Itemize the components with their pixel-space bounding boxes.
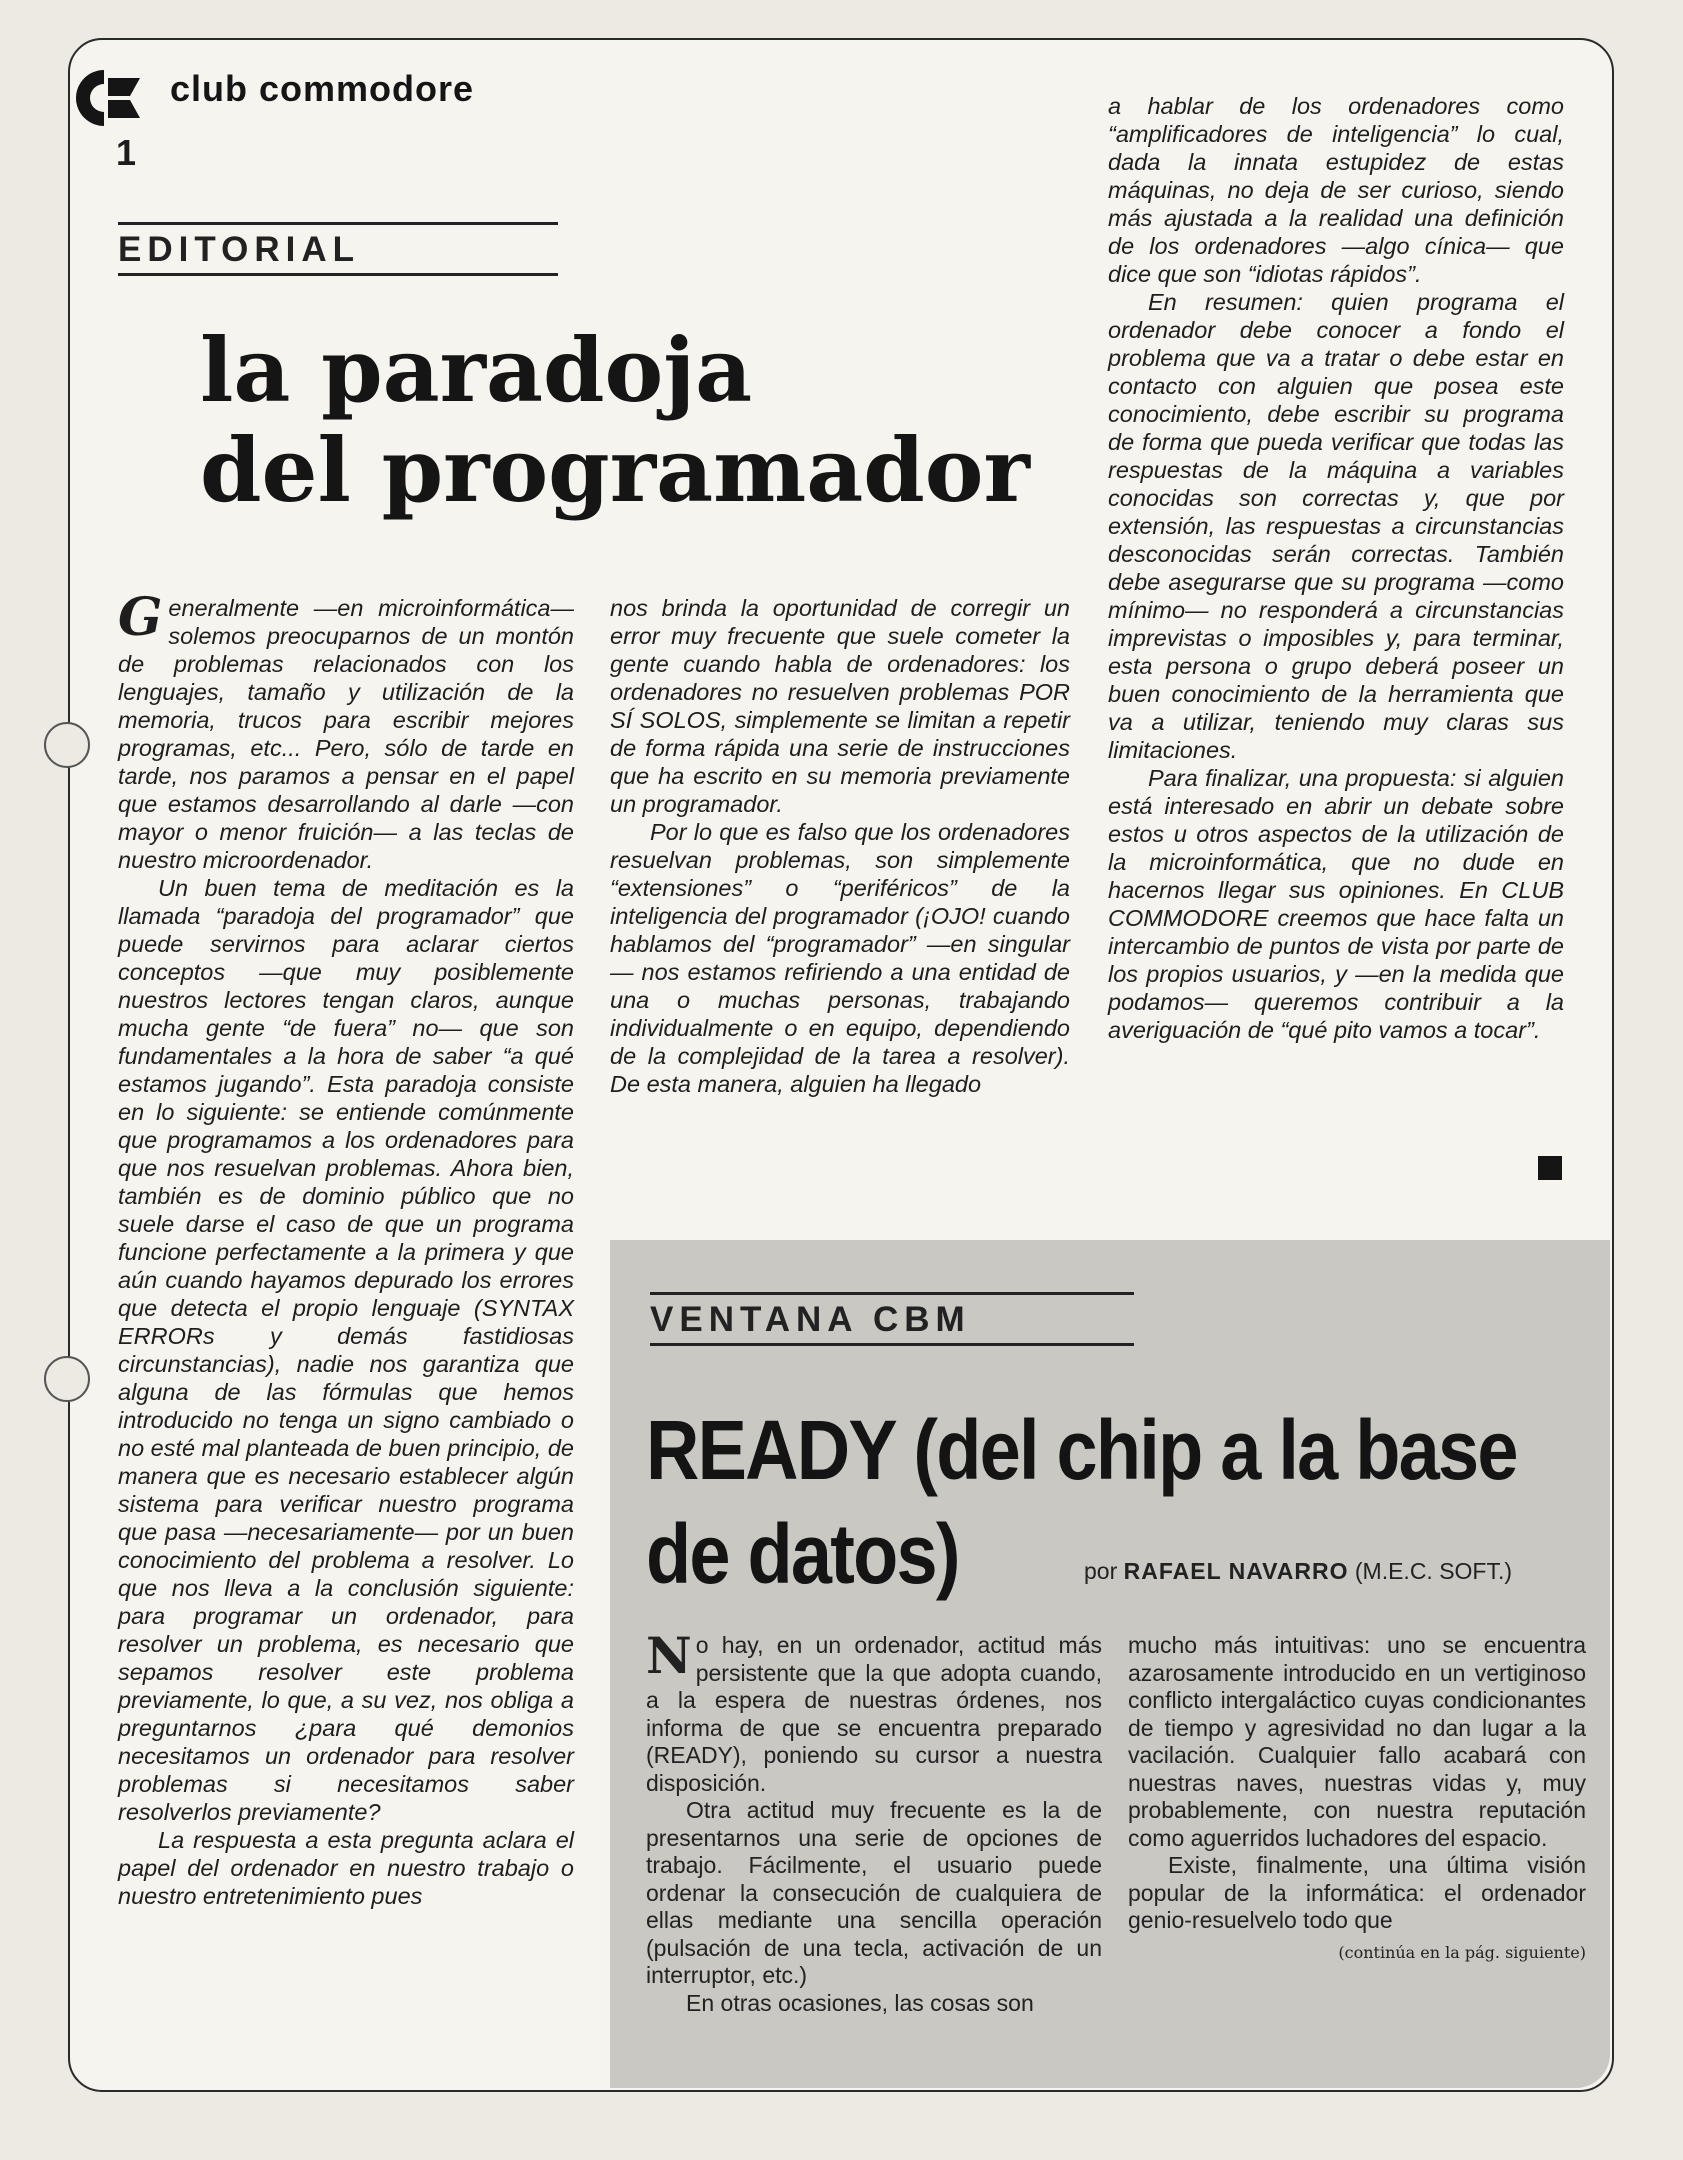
page-number: 1 bbox=[116, 132, 137, 173]
ventana-column-2 bbox=[1128, 1632, 1586, 1966]
byline bbox=[1084, 1558, 1512, 1585]
paragraph: Existe, finalmente, una última visión popular de la informática: el ordenador genio-resuelvelo todo que bbox=[1128, 1852, 1586, 1933]
paragraph: a hablar de los ordenadores como “amplificadores de inteligencia” lo cual, dada la innata estupidez de estas máquinas, no deja de ser curioso, siendo más ajustada a la realidad una definición de los ordenadores —algo cínica— que dice que son “idiotas rápidos”. bbox=[1108, 93, 1564, 287]
paragraph-text: o hay, en un ordenador, actitud más persistente que la que adopta cuando, a la espera de nuestras órdenes, nos informa de que se encuentra preparado (READY), poniendo su cursor a nuestra disposición. bbox=[646, 1632, 1102, 1796]
paragraph-text: eneralmente —en microinformática— solemos preocuparnos de un montón de problemas relacionados con los lenguajes, tamaño y utilización de la memoria, trucos para escribir mejores programas, etc... Pero, sólo de tarde en tarde, nos paramos a pensar en el papel que estamos desarrollando al darle —con mayor o menor fruición— a las teclas de nuestro microordenador. bbox=[118, 595, 574, 873]
editorial-column-2 bbox=[610, 594, 1070, 1098]
editorial-column-1 bbox=[118, 587, 574, 1910]
drop-cap: N bbox=[646, 1626, 692, 1685]
ventana-title-line1: READY (del chip a la base bbox=[646, 1403, 1517, 1497]
paragraph bbox=[646, 1626, 1102, 1797]
continued-note: (continúa en la pág. siguiente) bbox=[1338, 1942, 1586, 1962]
paragraph: nos brinda la oportunidad de corregir un error muy frecuente que suele cometer la gente cuando habla de ordenadores: los ordenadores no resuelven problemas POR SÍ SOLOS, simplemente se limitan a repetir de forma rápida una serie de instrucciones que ha escrito en su memoria previamente un programador. bbox=[610, 595, 1070, 817]
binder-hole bbox=[44, 722, 90, 768]
byline-author: RAFAEL NAVARRO bbox=[1123, 1558, 1349, 1584]
paragraph: mucho más intuitivas: uno se encuentra azarosamente introducido en un vertiginoso conflicto intergaláctico cuyas condicionantes de tiempo y agresividad no dan lugar a la vacilación. Cualquier fallo acabará con nuestras naves, nuestras vidas y, muy probablemente, con nuestra reputación como aguerridos luchadores del espacio. bbox=[1128, 1632, 1586, 1851]
editorial-section-head: EDITORIAL bbox=[118, 222, 558, 276]
ventana-column-1 bbox=[646, 1626, 1102, 2017]
byline-affiliation: (M.E.C. SOFT.) bbox=[1354, 1558, 1513, 1584]
masthead-brand: club commodore bbox=[170, 68, 475, 109]
paragraph: La respuesta a esta pregunta aclara el papel del ordenador en nuestro trabajo o nuestro entretenimiento pues bbox=[118, 1827, 574, 1909]
paragraph: En otras ocasiones, las cosas son bbox=[686, 1989, 1034, 2016]
end-of-article-mark bbox=[1538, 1156, 1562, 1180]
ventana-section-head: VENTANA CBM bbox=[650, 1292, 1134, 1346]
binder-hole bbox=[44, 1356, 90, 1402]
paragraph: Un buen tema de meditación es la llamada “paradoja del programador” que puede servirnos para aclarar ciertos conceptos —que muy posiblemente nuestros lectores tengan claros, aunque mucha gente “de fuera” no— que son fundamentales a la hora de saber “a qué estamos jugando”. Esta paradoja consiste en lo siguiente: se entiende comúnmente que programamos a los ordenadores para que nos resuelvan problemas. Ahora bien, también es de dominio público que no suele darse el caso de que un programa funcione perfectamente a la primera y que aún cuando hayamos depurado los errores que detecta el propio lenguaje (SYNTAX ERRORs y demás fastidiosas circunstancias), nadie nos garantiza que alguna de las fórmulas que hemos introducido no tenga un signo cambiado o no esté mal planteada de buen principio, de manera que es necesario establecer algún sistema para verificar nuestro programa que pasa —necesariamente— por un buen conocimiento del problema a resolver. Lo que nos lleva a la conclusión siguiente: para programar un ordenador, para resolver un problema, es necesario que sepamos resolver este problema previamente, lo que, a su vez, nos obliga a preguntarnos ¿para qué demonios necesitamos un ordenador para resolver problemas si necesitamos saber resolverlos previamente? bbox=[118, 875, 574, 1825]
editorial-column-3 bbox=[1108, 92, 1564, 1044]
commodore-logo-icon bbox=[68, 66, 158, 130]
editorial-title-line2: del programador bbox=[200, 418, 1030, 522]
editorial-title-line1: la paradoja bbox=[200, 318, 753, 422]
paragraph: Por lo que es falso que los ordenadores resuelvan problemas, son simplemente “extensiones” o “periféricos” de la inteligencia del programador (¡OJO! cuando hablamos del “programador” —en singular— nos estamos refiriendo a una entidad de una o muchas personas, trabajando individualmente o en equipo, dependiendo de la complejidad de la tarea a resolver). De esta manera, alguien ha llegado bbox=[610, 819, 1070, 1097]
paragraph bbox=[118, 587, 574, 874]
ventana-title-line2: de datos) bbox=[646, 1507, 959, 1601]
paragraph: En resumen: quien programa el ordenador debe conocer a fondo el problema que va a tratar o debe estar en contacto con alguien que posea este conocimiento, debe escribir su programa de forma que pueda verificar que todas las respuestas de la máquina a variables conocidas son correctas y, que por extensión, las respuestas a circunstancias desconocidas serán correctas. También debe asegurarse que su programa —como mínimo— no responderá a circunstancias imprevistas o imposibles y, para terminar, esta persona o grupo deberá poseer un buen conocimiento de la herramienta que va a utilizar, teniendo muy claras sus limitaciones. bbox=[1108, 289, 1564, 763]
paragraph: Para finalizar, una propuesta: si alguien está interesado en abrir un debate sobre estos u otros aspectos de la utilización de la microinformática, que no dude en hacernos llegar sus opiniones. En CLUB COMMODORE creemos que hace falta un intercambio de puntos de vista por parte de los propios usuarios, y —en la medida que podamos— queremos contribuir a la averiguación de “qué pito vamos a tocar”. bbox=[1108, 765, 1564, 1043]
paragraph: Otra actitud muy frecuente es la de presentarnos una serie de opciones de trabajo. Fácilmente, el usuario puede ordenar la consecución de cualquiera de ellas mediante una sencilla operación (pulsación de una tecla, activación de un interruptor, etc.) bbox=[646, 1797, 1102, 1988]
byline-prefix: por bbox=[1084, 1558, 1118, 1584]
editorial-title bbox=[200, 320, 1030, 520]
drop-cap: G bbox=[118, 587, 163, 648]
